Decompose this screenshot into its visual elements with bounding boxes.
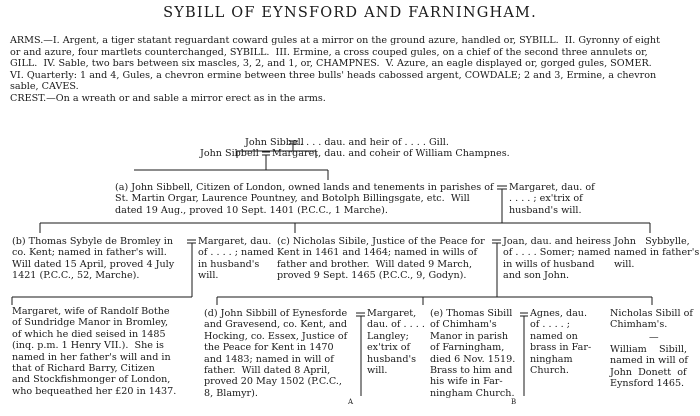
gen5-thomas-chimham-entry [430,308,515,399]
entry-line: father. Will dated 8 April, [204,365,331,377]
entry-line: husband's [367,353,417,365]
entry-line: Margaret, dau. of [509,182,595,193]
entry-line: John Donett of [610,366,687,378]
gen5-nicholas-chimham-entry [610,308,693,331]
gen3-female-entry [509,182,595,216]
entry-line: co. Kent; named in father's will. [12,247,167,259]
entry-line: named in her father's will and in [12,351,171,363]
gen5-john-eynsford-entry [204,308,347,399]
gen3-male-entry [115,182,494,216]
entry-line: proved 9 Sept. 1465 (P.C.C., 9, Godyn). [277,270,467,282]
arms-block [10,35,698,104]
entry-line: of . . . . ; [530,319,571,331]
gen5-dash: — [649,332,659,343]
entry-line: and Gravesend, co. Kent, and [204,319,348,331]
entry-line: Manor in parish [430,330,509,342]
entry-line: husband's will. [509,204,582,216]
entry-line: the Peace for Kent in 1470 [204,342,334,354]
entry-line: Church. [530,365,569,377]
arms-line: or and azure, four martlets counterchanged, SYBILL. III. Ermine, a cross couped gules, on a chief of the second three annulets or, [10,46,648,58]
entry-line: of Chimham's [430,319,497,331]
gen4-nicholas-entry [277,236,485,282]
entry-line: Nicholas Sibill of [610,308,693,319]
gen1-male: John Sibbell [245,137,304,148]
gen5-margaret-bothe-entry [12,306,176,397]
entry-line: of . . . . ; named [198,247,274,259]
entry-line: Brass to him and [430,365,513,377]
entry-line: John Sybbylle, [614,236,690,247]
entry-line: (e) Thomas Sibill [430,308,513,319]
entry-line: who bequeathed her £20 in 1437. [12,385,177,397]
entry-line: of which he died seised in 1485 [12,328,166,340]
arms-line: ARMS.—I. Argent, a tiger statant reguardant coward gules at a mirror on the ground azure, handled or, SYBILL. II. Gyronny of eight [10,35,660,46]
gen5-agnes-entry [530,308,591,376]
entry-line: brass in Far- [530,342,592,354]
entry-line: Will dated 15 April, proved 4 July [12,258,175,270]
gen2-female: Margaret, dau. and coheir of William Champnes. [272,148,510,159]
entry-line: (c) Nicholas Sibile, Justice of the Peace for [277,236,485,247]
entry-line: Eynsford 1465. [610,378,685,390]
entry-line: Hocking, co. Essex, Justice of [204,330,348,342]
gen4-joan-entry [503,236,611,282]
entry-line: Margaret, [367,308,417,319]
entry-line: (b) Thomas Sybyle de Bromley in [12,236,174,247]
entry-line: Margaret, wife of Randolf Bothe [12,306,170,317]
gen1-female: . . . . dau. and heir of . . . . Gill. [300,137,449,148]
entry-line: and 1483; named in will of [204,353,334,365]
entry-line: St. Martin Orgar, Laurence Pountney, and Botolph Billingsgate, etc. Will [115,193,470,205]
gen4-margaret-entry [198,236,274,282]
gen4-thomas-entry [12,236,174,282]
entry-line: (d) John Sibbill of Eynesforde [204,308,348,319]
entry-line: Margaret, dau. [198,236,272,247]
gen2-male: John Sibbell [200,148,259,159]
entry-line: Chimham's. [610,319,668,331]
entry-line: named on [530,330,578,342]
entry-line: will. [198,270,219,282]
arms-line: GILL. IV. Sable, two bars between six mascles, 3, 2, and 1, or, CHAMPNES. V. Azure, an eagle displayed or, gorged gules, SOMER. [10,58,652,69]
entry-line: that of Richard Barry, Citizen [12,363,155,375]
page-mark-a: A [348,398,354,406]
entry-line: and son John. [503,270,570,282]
gen5-william-entry [610,344,688,390]
entry-line: in wills of husband [503,258,595,270]
entry-line: will. [614,258,635,270]
page-mark-b: B [511,398,517,406]
entry-line: (inq. p.m. 1 Henry VII.). She is [12,340,164,352]
crest-line: CREST.—On a wreath or and sable a mirror erect as in the arms. [10,92,326,104]
gen5-margaret-langley-entry [367,308,425,376]
entry-line: named in will of [610,355,688,367]
arms-line: VI. Quarterly: 1 and 4, Gules, a chevron ermine between three bulls' heads cabossed argent, COWDALE; 2 and 3, Ermine, a chevron [10,69,657,81]
entry-line: Langley; [367,330,409,342]
gen4-john-entry [614,236,699,270]
entry-line: Kent in 1461 and 1464; named in wills of [277,247,478,259]
entry-line: ningham [530,353,573,365]
entry-line: died 6 Nov. 1519. [430,353,516,365]
entry-line: of Sundridge Manor in Bromley, [12,317,168,329]
entry-line: Joan, dau. and heiress [503,236,611,247]
entry-line: in husband's [198,258,260,270]
entry-line: dau. of . . . . [367,319,425,331]
entry-line: 1421 (P.C.C., 52, Marche). [12,270,140,282]
entry-line: of . . . . Somer; named [503,247,611,259]
entry-line: his wife in Far- [430,376,503,388]
entry-line: proved 20 May 1502 (P.C.C., [204,376,342,388]
entry-line: will. [367,365,388,377]
arms-line: sable, CAVES. [10,81,79,92]
entry-line: (a) John Sibbell, Citizen of London, owned lands and tenements in parishes of [115,182,494,193]
entry-line: . . . . ; ex'trix of [509,193,583,205]
entry-line: father and brother. Will dated 9 March, [277,258,473,270]
entry-line: ex'trix of [367,342,411,354]
page-title: SYBILL OF EYNSFORD AND FARNINGHAM. [163,5,537,21]
entry-line: and Stockfishmonger of London, [12,374,171,386]
entry-line: of Farningham, [430,342,505,354]
entry-line: ningham Church. [430,387,515,399]
entry-line: William Sibill, [610,344,688,355]
entry-line: named in father's [614,247,700,259]
entry-line: 8, Blamyr). [204,387,258,399]
entry-line: Agnes, dau. [530,308,588,319]
entry-line: dated 19 Aug., proved 10 Sept. 1401 (P.C.C., 1 Marche). [115,204,388,216]
